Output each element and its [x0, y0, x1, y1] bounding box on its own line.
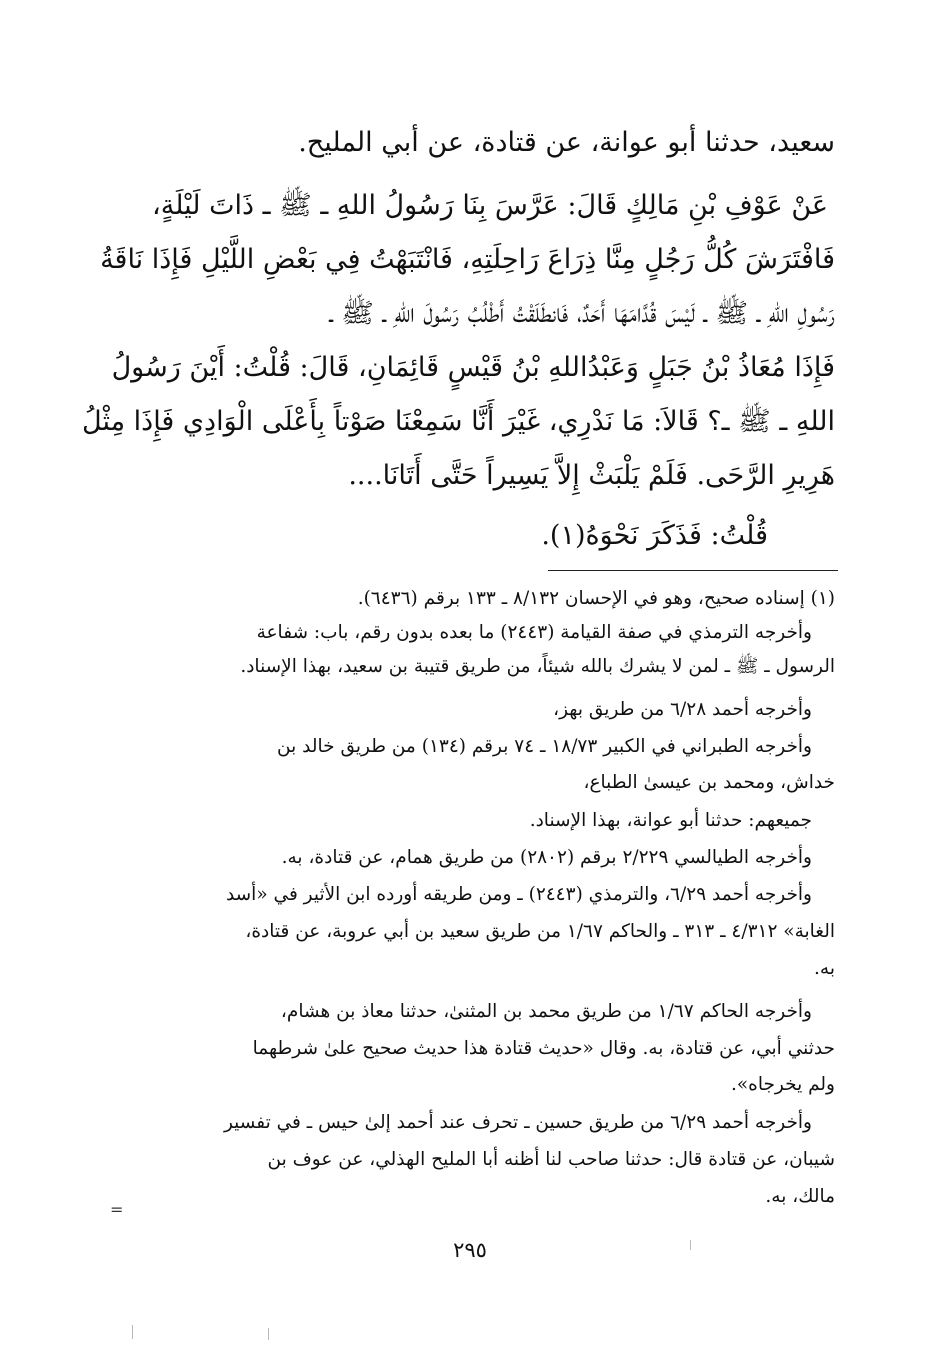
closing-line: قُلْتُ: فَذَكَرَ نَحْوَهُ(١). [541, 520, 768, 551]
footnote-line: مالك، به. [765, 1186, 835, 1207]
scan-speck [690, 1240, 691, 1250]
footnote-line: ولم يخرجاه». [730, 1074, 835, 1095]
footnote-line: وأخرجه أحمد ٦/٢٨ من طريق بهز، [553, 699, 812, 720]
hadith-line: هَرِيرِ الرَّحَى. فَلَمْ يَلْبَثْ إِلاَّ يَسِيراً حَتَّى أَتَانَا.... [348, 460, 835, 491]
margin-mark: = [110, 1200, 124, 1219]
footnote-line: وأخرجه الترمذي في صفة القيامة (٢٤٤٣) ما بعده بدون رقم، باب: شفاعة [256, 622, 812, 643]
footnote-line: وأخرجه الطبراني في الكبير ١٨/٧٣ ـ ٧٤ برقم (١٣٤) من طريق خالد بن [277, 736, 812, 757]
footnote-line: وأخرجه الحاكم ١/٦٧ من طريق محمد بن المثنىٰ، حدثنا معاذ بن هشام، [280, 1001, 812, 1022]
hadith-line: فَإِذَا مُعَاذُ بْنُ جَبَلٍ وَعَبْدُاللهِ بْنُ قَيْسٍ قَائِمَانِ، قَالَ: قُلْتُ: أَيْنَ رَسُولُ [111, 352, 835, 383]
page-number: ٢٩٥ [453, 1238, 487, 1262]
footnote-separator [548, 570, 838, 571]
footnote-line: وأخرجه أحمد ٦/٢٩ من طريق حسين ـ تحرف عند أحمد إلىٰ حيس ـ في تفسير [223, 1112, 812, 1133]
intro-line: سعيد، حدثنا أبو عوانة، عن قتادة، عن أبي المليح. [298, 127, 835, 158]
scan-speck [268, 1328, 269, 1340]
footnote-line: (١) إسناده صحيح، وهو في الإحسان ٨/١٣٢ ـ ١٣٣ برقم (٦٤٣٦). [357, 588, 835, 609]
footnote-line: وأخرجه الطيالسي ٢/٢٢٩ برقم (٢٨٠٢) من طريق همام، عن قتادة، به. [281, 847, 812, 868]
footnote-line: الغابة» ٤/٣١٢ ـ ٣١٣ ـ والحاكم ١/٦٧ من طريق سعيد بن أبي عروبة، عن قتادة، [245, 921, 835, 942]
footnote-line: خداش، ومحمد بن عيسىٰ الطباع، [583, 772, 835, 793]
hadith-line: فَافْتَرَشَ كُلُّ رَجُلٍ مِنَّا ذِرَاعَ رَاحِلَتِهِ، فَانْتَبَهْتُ فِي بَعْضِ اللَّيْلِ فَإِذَا نَاقَةُ [100, 244, 835, 275]
footnote-line: حدثني أبي، عن قتادة، به. وقال «حديث قتادة هذا حديث صحيح علىٰ شرطهما [252, 1038, 835, 1059]
footnote-line: وأخرجه أحمد ٦/٢٩، والترمذي (٢٤٤٣) ـ ومن طريقه أورده ابن الأثير في «أسد [225, 884, 812, 905]
scan-speck [132, 1325, 133, 1339]
footnote-line: جميعهم: حدثنا أبو عوانة، بهذا الإسناد. [529, 810, 812, 831]
footnote-line: شيبان، عن قتادة قال: حدثنا صاحب لنا أظنه أبا المليح الهذلي، عن عوف بن [267, 1149, 835, 1170]
hadith-line: اللهِ ـ ﷺ ـ؟ قَالاَ: مَا نَدْرِي، غَيْرَ أَنَّا سَمِعْنَا صَوْتاً بِأَعْلَى الْوَادِي فَإِذَا مِثْلُ [82, 406, 835, 437]
hadith-line: رَسُولِ اللهِ ـ ﷺ ـ لَيْسَ قُدَّامَهَا أَحَدٌ، فَانطَلَقْتُ أَطْلُبُ رَسُولَ اللهِ ـ ﷺ ـ [329, 298, 835, 329]
footnote-line: به. [814, 958, 835, 979]
hadith-line: عَنْ عَوْفِ بْنِ مَالِكٍ قَالَ: عَرَّسَ بِنَا رَسُولُ اللهِ ـ ﷺ ـ ذَاتَ لَيْلَةٍ، [152, 190, 828, 221]
footnote-line: الرسول ـ ﷺ ـ لمن لا يشرك بالله شيئاً، من طريق قتيبة بن سعيد، بهذا الإسناد. [240, 656, 835, 677]
